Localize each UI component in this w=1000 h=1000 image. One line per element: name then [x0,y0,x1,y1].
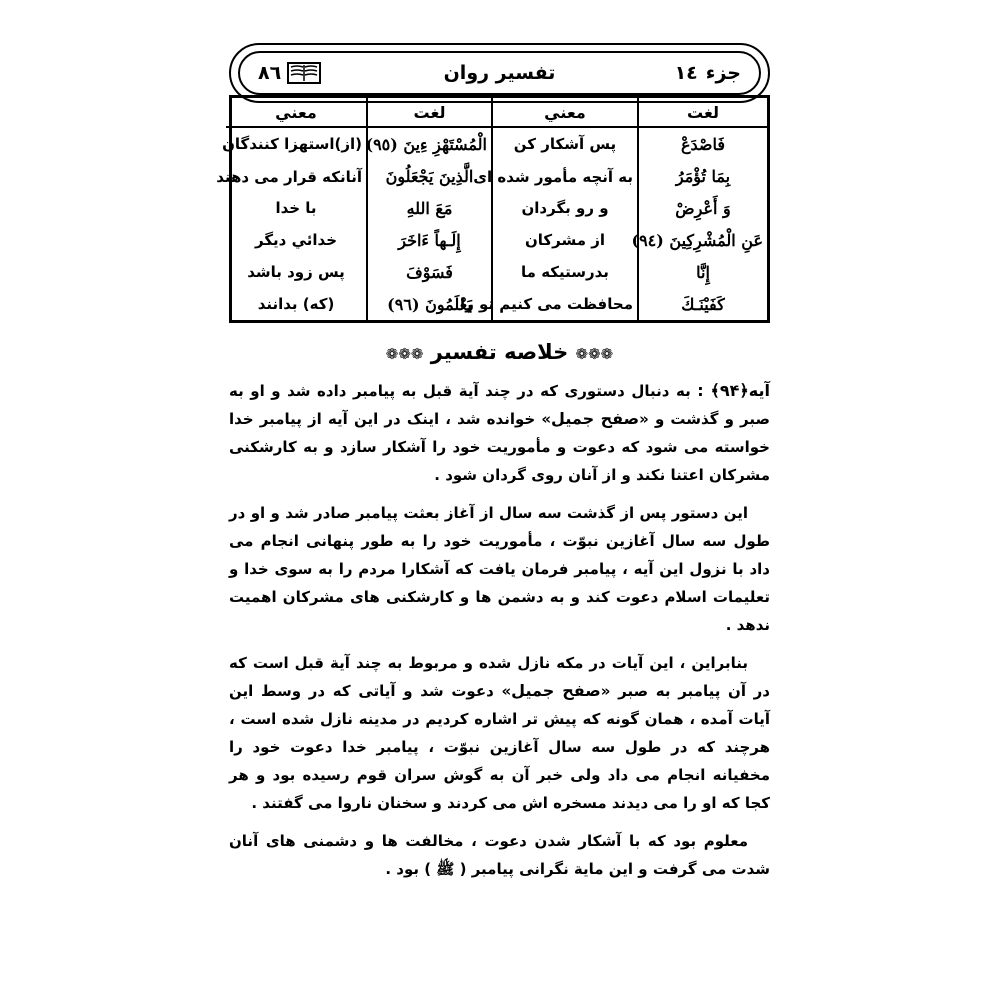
paragraph-3 [229,649,770,817]
word-cell: إِنَّا [638,256,767,288]
section-heading [229,340,770,364]
meaning-cell: (كه) بدانند [257,295,335,314]
paragraph-4: معلوم بود که با آشکار شدن دعوت ، مخالفت ها و دشمنی های آنان شدت می گرفت و این مایة نگرانی پیامبر ( ﷺ ) بود . [229,832,770,878]
ornament-icon: ❁❁❁ [385,345,424,363]
word-cell: فَسَوْفَ [367,256,492,288]
paragraph-text: بنابراین ، این آیات در مکه نازل شده و مربوط به چند آیة قبل است که در آن پیامبر به صبر « [229,654,771,700]
meaning-cell: آنانكه قرار مى دهند [216,167,362,186]
meaning-cell: به آنچه مأمور شده ای [492,161,638,193]
paragraph-text: به دنبال دستوری که در چند آیة قبل به پیامبر داده شد و او به صبر و گذشت و « [229,382,770,428]
paragraph-2: این دستور پس از گذشت سه سال از آغاز بعثت پیامبر صادر شد و او در طول سه سال آغازین نبوّت ، مأموریت خود را به طور پنهانی انجام می داد با نزول این آیه ، پیامبر فرمان یافت که آشکارا مردم را به سوی خدا و تعلیمات اسلام دعوت کند و به دشمن ها و کارشکنی های مشرکان اهمیت ندهد . [229,504,770,634]
word-cell: بِمَا تُؤْمَرُ [638,161,767,193]
word-cell: كَفَيْنَـكَ [638,288,767,320]
table-row [226,161,767,193]
table-row [226,288,767,320]
paragraph-text: » خوانده شد ، اینک در این آیه از پیامبر خدا خواسته می شود که دعوت و مأموریت خود را آشکار سازد و به کارشکنی مشرکان اعتنا نکند و از آنان روی گردان شود . [229,410,770,484]
word-cell: مَعَ اللهِ [367,192,492,224]
meaning-cell: خدائي ديگر [254,231,338,250]
open-book-icon [287,62,321,84]
page-header-inner [238,51,761,95]
word-cell: الَّذِينَ يَجْعَلُونَ [367,161,492,193]
book-title: تفسیر روان [443,62,556,84]
word-cell: إِلَـهاً ءَاخَرَ [367,224,492,256]
verse-reference: آیه﴿۹۴﴾ : [697,381,770,400]
emphasis-text: صفح جمیل [551,409,640,428]
commentary-body [229,377,770,893]
word-cell: فَاصْدَعْ [638,127,767,161]
meaning-cell: محافظت مى كنيم تو را [492,288,638,320]
section-title-text: خلاصه تفسير [430,340,569,364]
meaning-cell: از مشركان [492,224,638,256]
table-row [226,224,767,256]
header-meaning-2: معني [226,98,367,127]
header-word-1: لغت [638,98,767,127]
page-number-group [258,62,321,84]
header-meaning-1: معني [492,98,638,127]
table-row [226,127,767,161]
header-word-2: لغت [367,98,492,127]
table-row [226,192,767,224]
vocabulary-table [216,95,770,323]
page-number: ٨٦ [258,62,282,84]
table-header-row [226,98,767,127]
emphasis-text: صفح جمیل [511,681,601,700]
page-header [229,43,770,103]
meaning-cell: و رو بگردان [492,192,638,224]
meaning-cell: بدرستيكه ما [492,256,638,288]
word-cell: الْمُسْتَهْزِ ءِينَ (٩٥) [367,127,492,161]
meaning-cell: با خدا [275,199,317,218]
paragraph-text: » دعوت شد و آیاتی که در وسط این آیات آمده ، همان گونه که پیش تر اشاره کردیم در مدینه نازل شده است ، هرچند که در طول سه سال آغازین نبوّت ، پیامبر خدا دعوت خود را مخفیانه انجام می داد ولی خبر آن به گوش سران قوم رسیده بود و هر کجا که او را می دیدند مسخره اش می کردند و سخنان ناروا می گفتند . [229,682,770,812]
word-cell: عَنِ الْمُشْرِكِينَ (٩٤) [638,224,767,256]
paragraph-1 [229,377,770,489]
juz-number: ١٤ [674,62,698,84]
word-cell: وَ أَعْرِضْ [638,192,767,224]
ornament-icon: ❁❁❁ [575,345,614,363]
meaning-cell: (از)استهزا كنندگان [222,135,362,154]
word-cell: يَعْلَمُونَ (٩٦) [367,288,492,320]
meaning-cell: پس زود باشد [247,263,345,282]
table-row [226,256,767,288]
juz-label: جزء [705,62,741,84]
juz-indicator [675,62,741,84]
meaning-cell: پس آشکار کن [492,127,638,161]
